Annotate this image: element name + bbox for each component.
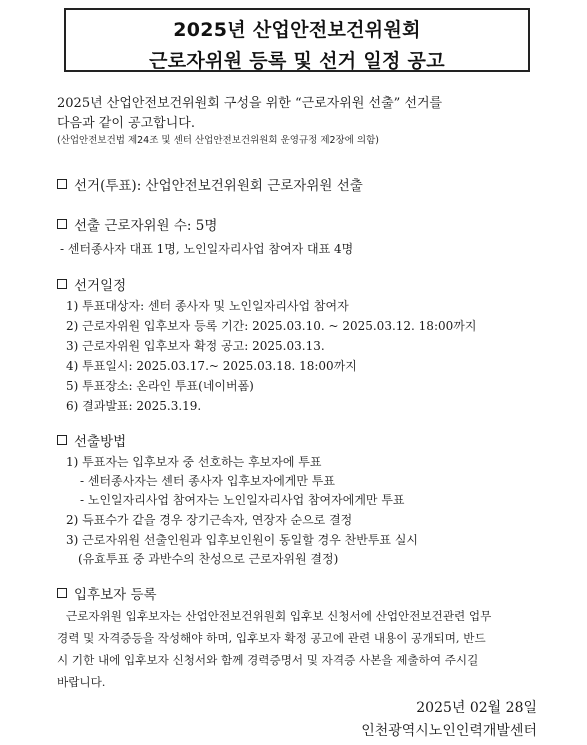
intro-line-1: 2025년 산업안전보건위원회 구성을 위한 “근로자위원 선출” 선거를	[57, 96, 443, 111]
schedule-item: 1) 투표대상자: 센터 종사자 및 노인일자리사업 참여자	[66, 299, 349, 313]
section-registration	[57, 583, 157, 603]
intro-line-2: 다음과 같이 공고합니다.	[57, 116, 195, 131]
section-election-heading: 선거(투표): 산업안전보건위원회 근로자위원 선출	[74, 178, 363, 194]
section-count	[57, 214, 217, 234]
checkbox-square-icon	[57, 179, 67, 189]
schedule-item: 4) 투표일시: 2025.03.17.~ 2025.03.18. 18:00까지	[66, 359, 357, 373]
method-subitem: (유효투표 중 과반수의 찬성으로 근로자위원 결정)	[78, 552, 339, 566]
schedule-item: 2) 근로자위원 입후보자 등록 기간: 2025.03.10. ~ 2025.03.12. 18:00까지	[66, 319, 477, 333]
method-subitem: - 노인일자리사업 참여자는 노인일자리사업 참여자에게만 투표	[80, 493, 405, 507]
checkbox-square-icon	[57, 588, 67, 598]
document-title-line-1: 2025년 산업안전보건위원회	[173, 19, 421, 41]
count-detail: - 센터종사자 대표 1명, 노인일자리사업 참여자 대표 4명	[60, 242, 354, 256]
section-method-heading: 선출방법	[74, 434, 127, 450]
document-date: 2025년 02월 28일	[416, 700, 537, 716]
registration-paragraph-line: 근로자위원 입후보자는 산업안전보건위원회 입후보 신청서에 산업안전보건관련 업무	[66, 609, 492, 623]
section-schedule-heading: 선거일정	[74, 278, 127, 294]
method-item: 1) 투표자는 입후보자 중 선호하는 후보자에 투표	[66, 455, 322, 469]
method-item: 3) 근로자위원 선출인원과 입후보인원이 동일할 경우 찬반투표 실시	[66, 533, 419, 547]
intro-legal-note: (산업안전보건법 제24조 및 센터 산업안전보건위원회 운영규정 제2장에 의함)	[57, 135, 379, 146]
section-schedule	[57, 274, 126, 294]
checkbox-square-icon	[57, 435, 67, 445]
section-count-heading: 선출 근로자위원 수: 5명	[74, 218, 218, 234]
method-subitem: - 센터종사자는 센터 종사자 입후보자에게만 투표	[80, 474, 335, 488]
schedule-item: 6) 결과발표: 2025.3.19.	[66, 399, 202, 413]
section-registration-heading: 입후보자 등록	[74, 587, 157, 603]
checkbox-square-icon	[57, 219, 67, 229]
registration-paragraph-line: 경력 및 자격증등을 작성해야 하며, 입후보자 확정 공고에 관련 내용이 공개되며, 반드	[57, 631, 486, 645]
schedule-item: 3) 근로자위원 입후보자 확정 공고: 2025.03.13.	[66, 339, 325, 353]
registration-paragraph-line: 시 기한 내에 입후보자 신청서와 함께 경력증명서 및 자격증 사본을 제출하여 주시길	[57, 653, 479, 667]
method-item: 2) 득표수가 같을 경우 장기근속자, 연장자 순으로 결정	[66, 513, 353, 527]
section-method	[57, 430, 126, 450]
document-title-line-2: 근로자위원 등록 및 선거 일정 공고	[149, 50, 445, 72]
title-box	[64, 8, 530, 72]
section-election	[57, 174, 363, 194]
issuing-organization: 인천광역시노인인력개발센터	[361, 723, 537, 739]
schedule-item: 5) 투표장소: 온라인 투표(네이버폼)	[66, 379, 254, 393]
checkbox-square-icon	[57, 279, 67, 289]
registration-paragraph-line: 바랍니다.	[57, 675, 106, 689]
